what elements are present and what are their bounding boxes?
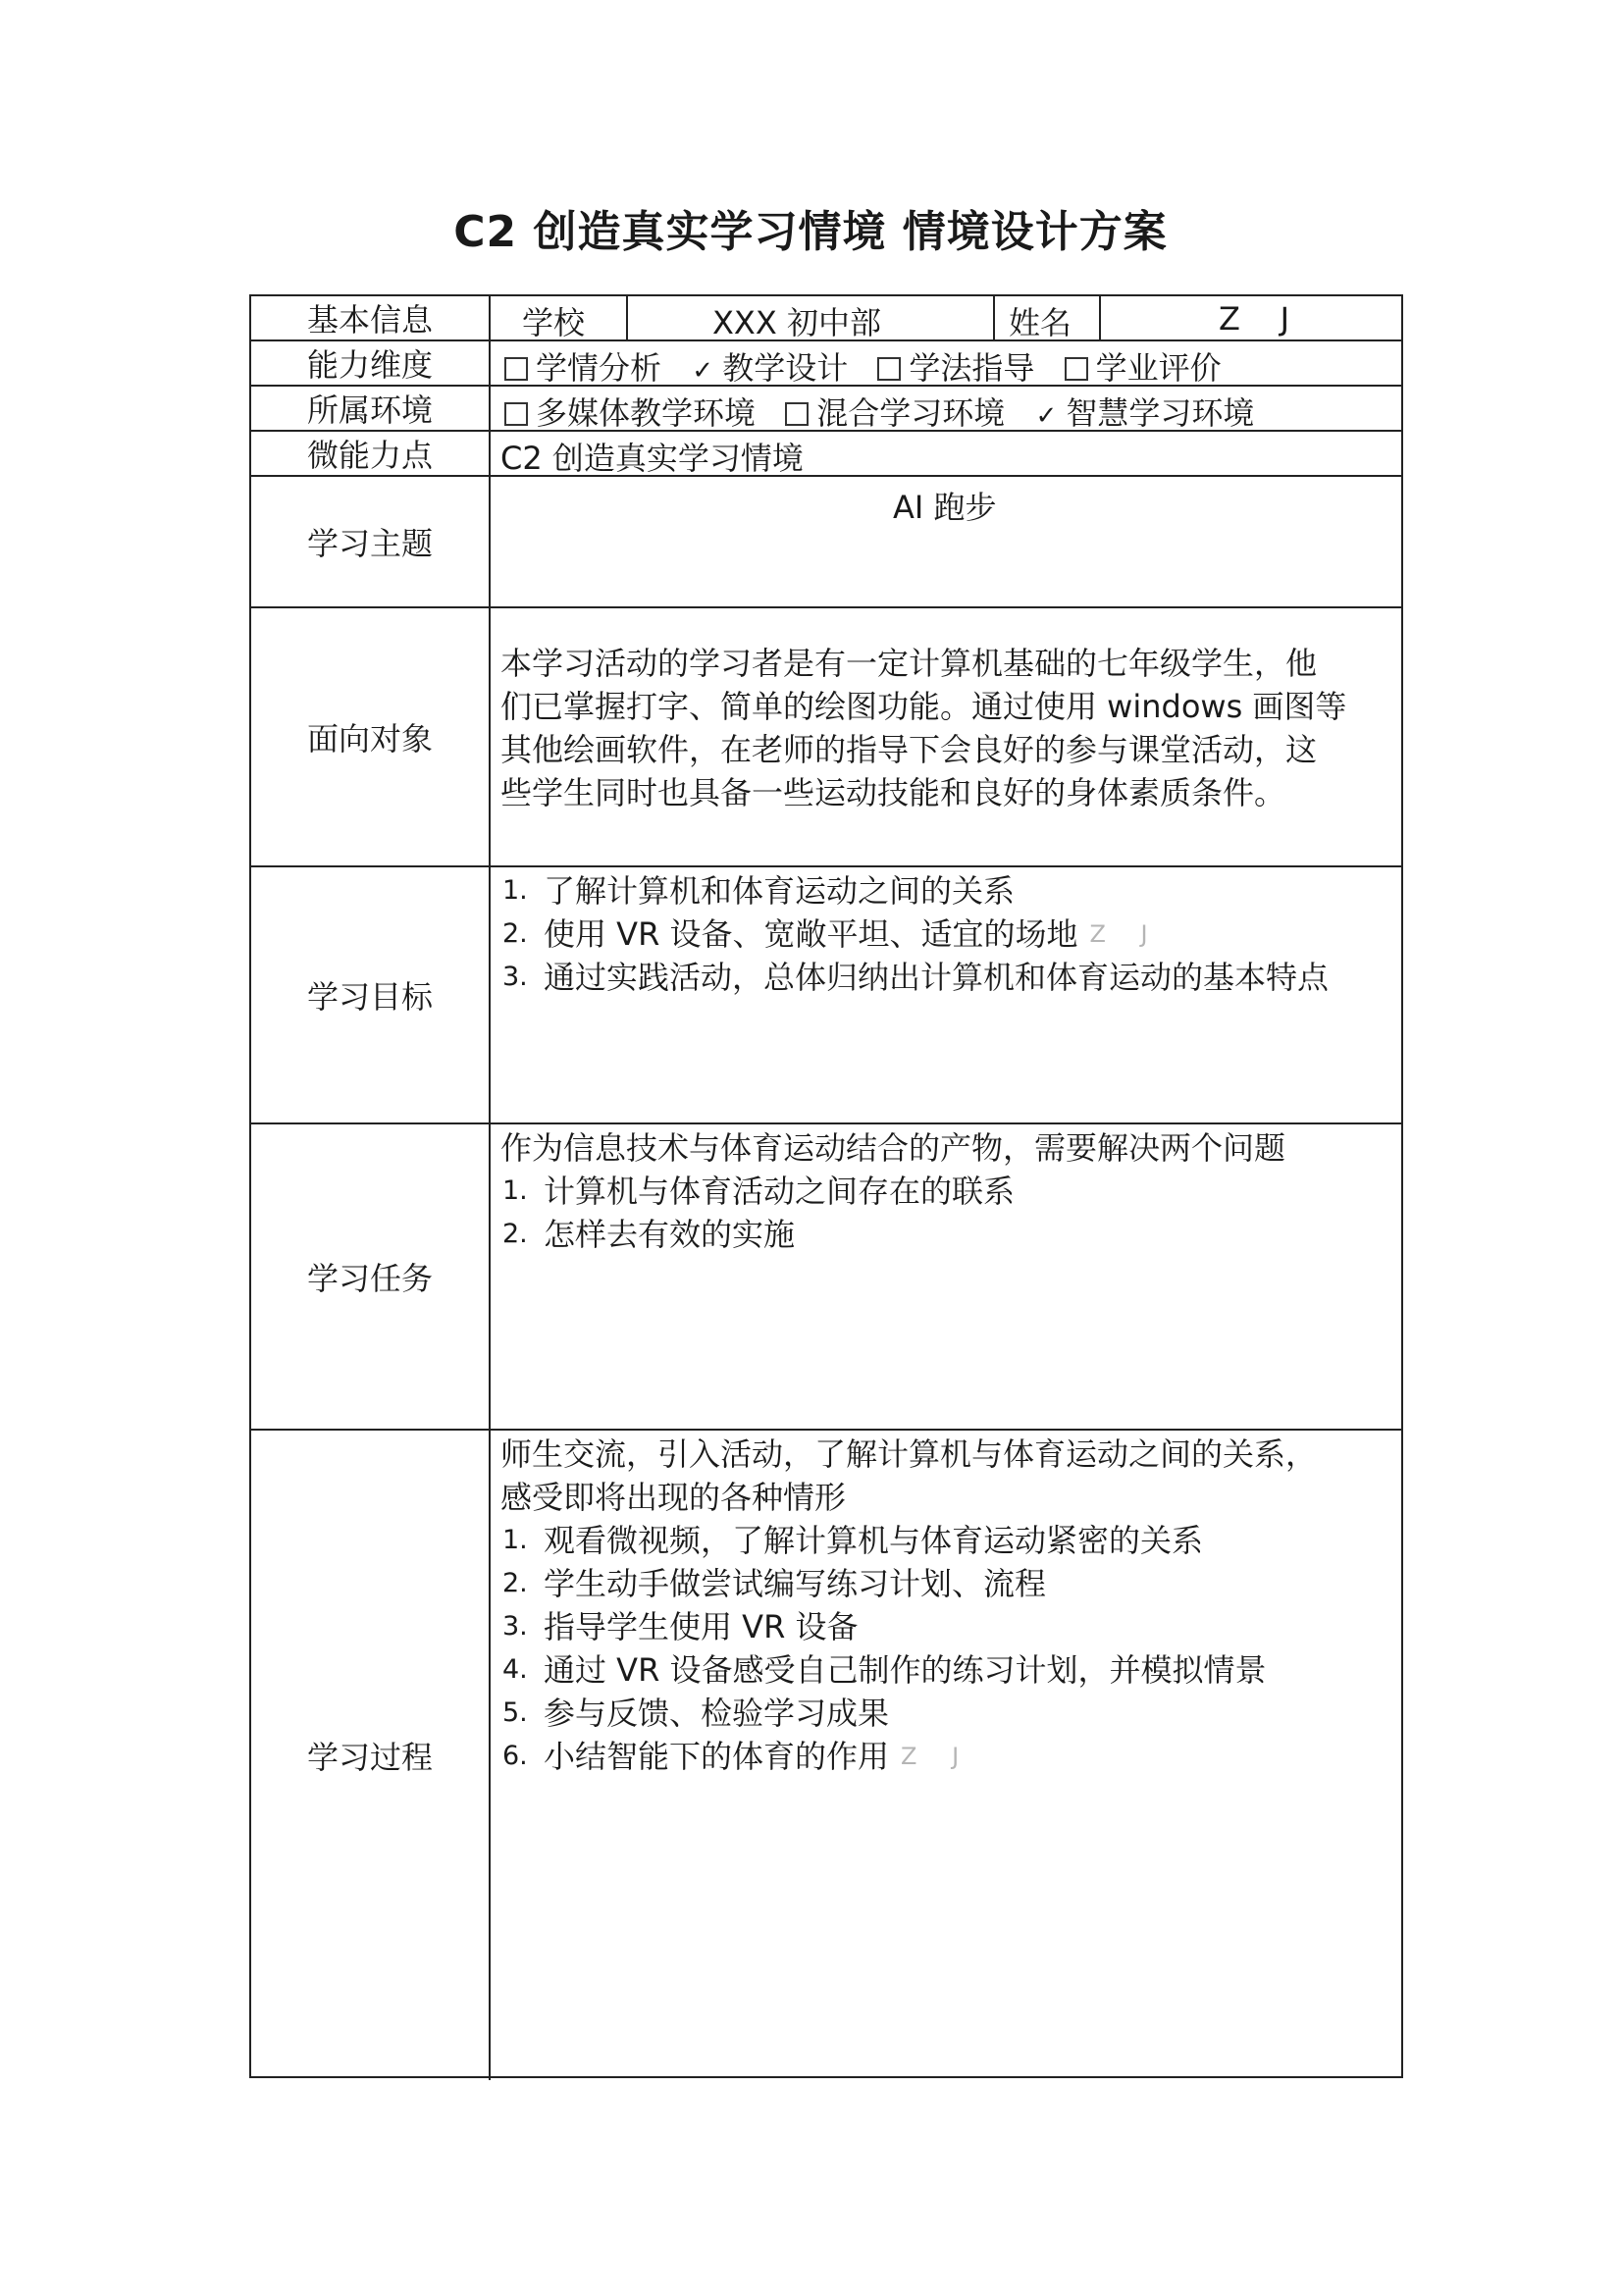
- checkmark-icon: ✓: [1035, 401, 1058, 431]
- process-intro-line: 师生交流，引入活动，了解计算机与体育运动之间的关系，: [500, 1435, 1318, 1473]
- checkbox-empty-icon: [785, 402, 809, 426]
- environment-option[interactable]: 混合学习环境: [781, 394, 1005, 432]
- label-column-divider: [489, 296, 491, 2080]
- list-item: 2. 使用 VR 设备、宽敞平坦、适宜的场地 Z J: [500, 913, 1395, 956]
- ability-option[interactable]: 学情分析: [500, 349, 661, 387]
- process-label: 学习过程: [306, 1739, 433, 1776]
- name-label-divider: [993, 296, 995, 339]
- list-item: 2. 学生动手做尝试编写练习计划、流程: [502, 1565, 1047, 1602]
- name-value: Z J: [1219, 300, 1290, 338]
- environment-label: 所属环境: [306, 391, 433, 429]
- name-value-divider: [1099, 296, 1101, 339]
- audience-line: 些学生同时也具备一些运动技能和良好的身体素质条件。: [500, 774, 1286, 811]
- list-item: 3. 通过实践活动，总体归纳出计算机和体育运动的基本特点: [502, 959, 1330, 996]
- school-label: 学校: [522, 304, 586, 341]
- audience-text: [500, 642, 1395, 814]
- audience-line: 本学习活动的学习者是有一定计算机基础的七年级学生，他: [500, 645, 1318, 682]
- goals-list: [500, 869, 1395, 999]
- list-item: 1. 观看微视频，了解计算机与体育运动紧密的关系: [502, 1522, 1204, 1559]
- process-list: [500, 1433, 1395, 1778]
- list-item: 2. 怎样去有效的实施: [502, 1216, 796, 1253]
- process-intro-line: 感受即将出现的各种情形: [500, 1479, 847, 1516]
- list-item: 4. 通过 VR 设备感受自己制作的练习计划，并模拟情景: [502, 1651, 1267, 1689]
- list-item: 6. 小结智能下的体育的作用 Z J: [500, 1735, 1395, 1778]
- environment-option[interactable]: 多媒体教学环境: [500, 394, 756, 432]
- audience-label: 面向对象: [306, 720, 433, 757]
- micro-ability-value: C2 创造真实学习情境: [500, 440, 804, 477]
- checkbox-empty-icon: [1065, 357, 1088, 381]
- list-item: 5. 参与反馈、检验学习成果: [502, 1695, 890, 1732]
- ability-option[interactable]: 学业评价: [1061, 349, 1222, 387]
- micro-ability-label: 微能力点: [306, 437, 433, 474]
- ability-label: 能力维度: [306, 346, 433, 384]
- environment-option[interactable]: ✓ 智慧学习环境: [1030, 394, 1254, 432]
- page-title: C2 创造真实学习情境 情境设计方案: [453, 207, 1168, 257]
- tasks-intro: 作为信息技术与体育运动结合的产物，需要解决两个问题: [500, 1129, 1286, 1167]
- watermark: Z J: [1089, 920, 1162, 948]
- list-item: 3. 指导学生使用 VR 设备: [502, 1608, 859, 1645]
- checkbox-empty-icon: [504, 357, 528, 381]
- ability-option[interactable]: 学法指导: [873, 349, 1034, 387]
- tasks-list: [500, 1126, 1395, 1256]
- checkbox-empty-icon: [504, 402, 528, 426]
- watermark: Z J: [901, 1743, 973, 1770]
- topic-label: 学习主题: [306, 525, 433, 562]
- environment-options: [500, 389, 1270, 434]
- audience-line: 其他绘画软件，在老师的指导下会良好的参与课堂活动，这: [500, 731, 1318, 768]
- school-value: XXX 初中部: [712, 304, 881, 341]
- basic-info-label: 基本信息: [306, 301, 433, 339]
- design-table: [249, 294, 1403, 2078]
- goals-label: 学习目标: [306, 978, 433, 1016]
- list-item: 1. 计算机与体育活动之间存在的联系: [502, 1173, 1016, 1210]
- name-label: 姓名: [1009, 304, 1072, 341]
- ability-option[interactable]: ✓ 教学设计: [687, 349, 848, 387]
- topic-value: AI 跑步: [893, 489, 997, 526]
- tasks-label: 学习任务: [306, 1260, 433, 1297]
- school-label-divider: [626, 296, 628, 339]
- checkmark-icon: ✓: [692, 356, 714, 386]
- list-item: 1. 了解计算机和体育运动之间的关系: [502, 872, 1016, 910]
- checkbox-empty-icon: [877, 357, 901, 381]
- audience-line: 们已掌握打字、简单的绘图功能。通过使用 windows 画图等: [500, 688, 1347, 725]
- ability-options: [500, 343, 1237, 389]
